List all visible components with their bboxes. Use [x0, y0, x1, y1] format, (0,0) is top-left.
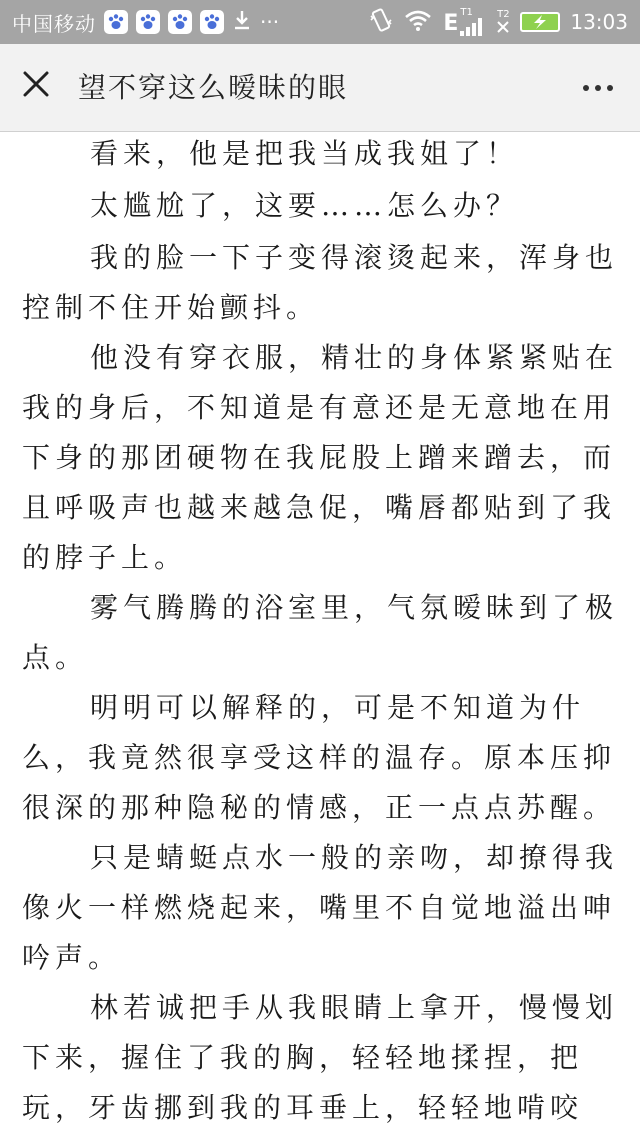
article-line: 明明可以解释的，可是不知道为什 — [90, 691, 586, 724]
article-line: 下身的那团硬物在我屁股上蹭来蹭去，而 — [22, 441, 617, 474]
article-line: 控制不住开始颤抖。 — [22, 291, 320, 324]
sim1-label: T1 — [460, 7, 473, 18]
article-line: 只是蜻蜓点水一般的亲吻，却撩得我 — [90, 841, 619, 874]
nav-bar — [0, 44, 640, 132]
article-line: 他没有穿衣服，精壮的身体紧紧贴在 — [90, 341, 619, 374]
more-button[interactable] — [576, 70, 620, 106]
more-icon — [595, 85, 601, 91]
sim2-label: T2 — [497, 9, 510, 20]
article-line: 点。 — [22, 641, 89, 674]
article-line: 看来，他是把我当成我姐了！ — [90, 137, 520, 170]
status-bar — [0, 0, 640, 44]
close-button[interactable] — [14, 64, 58, 108]
article-line: 么，我竟然很享受这样的温存。原本压抑 — [22, 741, 617, 774]
more-icon — [583, 85, 589, 91]
baidu-paw-icon — [136, 10, 160, 34]
article-line: 玩，牙齿挪到我的耳垂上，轻轻地啃咬 — [22, 1091, 584, 1124]
article-line: 像火一样燃烧起来，嘴里不自觉地溢出呻 — [22, 891, 617, 924]
page-title: 望不穿这么暧昧的眼 — [78, 71, 349, 104]
article-line: 下来，握住了我的胸，轻轻地揉捏，把 — [22, 1041, 584, 1074]
article-line: 雾气腾腾的浴室里，气氛暧昧到了极 — [90, 591, 619, 624]
signal-icon — [443, 8, 486, 36]
network-label: E — [443, 11, 459, 36]
baidu-paw-icon — [168, 10, 192, 34]
status-right — [369, 0, 628, 44]
article-line: 太尴尬了，这要……怎么办？ — [90, 189, 520, 222]
wifi-icon — [403, 8, 433, 37]
more-notifications-icon: ··· — [260, 10, 280, 34]
carrier-label: 中国移动 — [12, 11, 96, 36]
article-line: 我的脸一下子变得滚烫起来，浑身也 — [90, 241, 619, 274]
article-body[interactable] — [0, 132, 640, 1138]
sim2-signal-icon — [496, 10, 510, 34]
battery-charging-icon — [520, 12, 560, 32]
baidu-paw-icon — [104, 10, 128, 34]
close-icon — [22, 70, 50, 102]
vibrate-icon — [369, 7, 393, 38]
article-line: 且呼吸声也越来越急促，嘴唇都贴到了我 — [22, 491, 617, 524]
article-line: 的脖子上。 — [22, 541, 188, 574]
clock: 13:03 — [570, 10, 628, 34]
more-icon — [607, 85, 613, 91]
article-line: 林若诚把手从我眼睛上拿开，慢慢划 — [90, 991, 619, 1024]
baidu-paw-icon — [200, 10, 224, 34]
article-line: 很深的那种隐秘的情感，正一点点苏醒。 — [22, 791, 617, 824]
article-line: 我的身后，不知道是有意还是无意地在用 — [22, 391, 617, 424]
download-icon — [232, 9, 252, 36]
article-line: 吟声。 — [22, 941, 122, 974]
status-left — [12, 0, 279, 44]
